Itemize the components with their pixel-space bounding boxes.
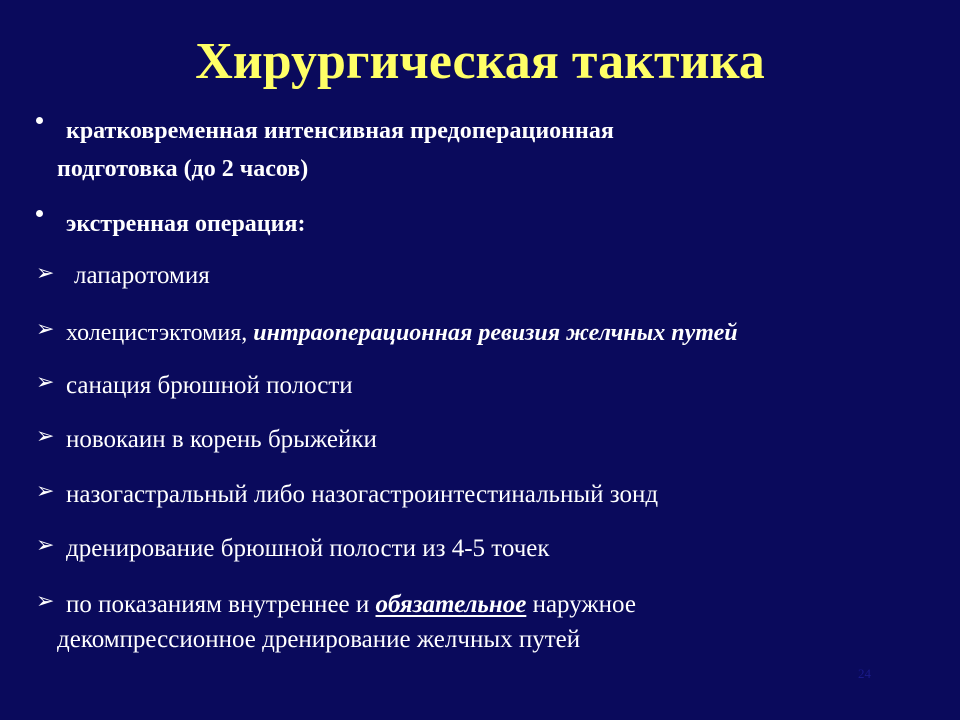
arrow-item-2-text: холецистэктомия, bbox=[66, 320, 254, 346]
arrow-item-6: дренирование брюшной полости из 4-5 точек bbox=[66, 535, 550, 562]
arrow-bullet-icon: ➢ bbox=[36, 423, 55, 448]
arrow-item-7-before: по показаниям внутреннее и bbox=[66, 591, 376, 618]
arrow-item-4: новокаин в корень брыжейки bbox=[66, 426, 377, 453]
arrow-bullet-icon: ➢ bbox=[36, 369, 55, 394]
arrow-item-1: лапаротомия bbox=[74, 262, 210, 289]
bullet-2-line-1: экстренная операция: bbox=[66, 211, 306, 237]
arrow-item-7-after: наружное bbox=[526, 591, 636, 618]
page-number: 24 bbox=[858, 666, 871, 681]
arrow-bullet-icon: ➢ bbox=[36, 478, 55, 503]
arrow-item-5: назогастральный либо назогастроинтестинальный зонд bbox=[66, 481, 659, 508]
arrow-bullet-icon: ➢ bbox=[36, 316, 55, 341]
slide-title: Хирургическая тактика bbox=[195, 33, 765, 90]
bullet-dot-icon bbox=[36, 117, 43, 124]
arrow-bullet-icon: ➢ bbox=[36, 260, 55, 285]
bullet-dot-icon bbox=[36, 210, 43, 217]
bullet-1-line-1: кратковременная интенсивная предоперационная bbox=[66, 118, 614, 144]
arrow-item-7-line-1 bbox=[66, 588, 636, 622]
arrow-item-7-line-2: декомпрессионное дренирование желчных путей bbox=[57, 626, 581, 653]
arrow-item-7-underlined: обязательное bbox=[375, 591, 527, 618]
arrow-item-2 bbox=[66, 316, 738, 350]
arrow-item-3: санация брюшной полости bbox=[66, 372, 353, 399]
arrow-bullet-icon: ➢ bbox=[36, 588, 55, 613]
bullet-1-line-2: подготовка (до 2 часов) bbox=[57, 156, 309, 182]
arrow-item-2-emphasis: интраоперационная ревизия желчных путей bbox=[253, 320, 738, 346]
arrow-bullet-icon: ➢ bbox=[36, 532, 55, 557]
